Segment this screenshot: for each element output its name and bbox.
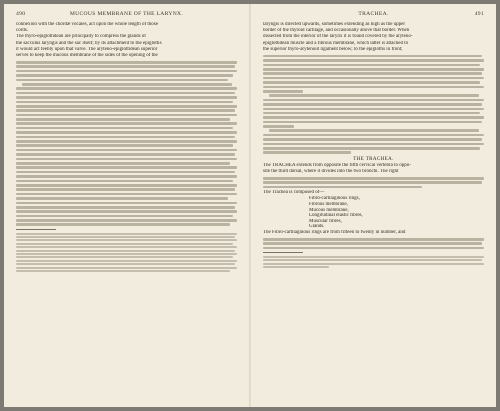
list-item: Glands. xyxy=(309,224,325,230)
right-body-text xyxy=(263,22,484,269)
trachea-components-list xyxy=(309,196,484,230)
text-line: connexion with the chordæ vocales, act upon the whole length of those xyxy=(16,22,158,27)
text-line: The Trachea is composed of— xyxy=(263,190,325,196)
text-line: The TRACHEA extends from opposite the fifth cervical vertebra to oppo- xyxy=(263,162,411,168)
text-line: border of the thyroid cartilage, and occasionally above that border. When xyxy=(263,28,410,34)
page-number: 490 xyxy=(16,11,26,17)
left-body-text xyxy=(16,22,237,273)
text-line: The thyro-epiglottidean are principally to compress the glands of xyxy=(16,34,146,40)
running-head: MUCOUS MEMBRANE OF THE LARYNX. xyxy=(69,11,184,17)
left-running-header xyxy=(16,11,237,20)
text-line: laryngis is directed upwards, sometimes extending as high as the upper xyxy=(263,22,406,27)
text-line: dissected from the interior of the larynx it is found covered by the aryteno- xyxy=(263,34,413,40)
footnote-rule xyxy=(263,252,303,253)
running-head: TRACHEA. xyxy=(358,11,389,17)
text-line: The Fibro-cartilaginous rings are from fifteen to twenty in number, and xyxy=(263,229,406,235)
text-line: it would act feebly upon that valve. The aryteno-epiglottidean superior xyxy=(16,46,158,52)
text-line: the superior thyro-arytenoid ligament below; to the epiglottis in front; xyxy=(263,46,403,52)
left-page xyxy=(4,4,249,407)
right-running-header xyxy=(263,11,484,20)
list-item: Fibrous membrane, xyxy=(309,201,348,207)
page-number: 491 xyxy=(474,11,484,17)
text-line: the sacculus laryngis and the sac itself; by its attachment to the epiglottis xyxy=(16,40,162,46)
text-line: cords. xyxy=(16,28,29,34)
list-item: Fibro-cartilaginous rings, xyxy=(309,196,360,202)
text-line: serves to keep the mucous membrane of the sides of the opening of the xyxy=(16,53,158,59)
footnote-rule xyxy=(16,229,56,230)
list-item: Mucous membrane, xyxy=(309,207,349,213)
right-page xyxy=(251,4,496,407)
book-spread xyxy=(4,4,496,407)
list-item: Longitudinal elastic fibres, xyxy=(309,213,363,219)
list-item: Muscular fibres, xyxy=(309,218,342,224)
text-line: site the third dorsal, where it divides into the two bronchi. The right xyxy=(263,169,399,174)
text-line: epiglottidean muscle and a fibrous membrane, which latter is attached to xyxy=(263,40,409,46)
section-heading: THE TRACHEA. xyxy=(353,156,394,162)
